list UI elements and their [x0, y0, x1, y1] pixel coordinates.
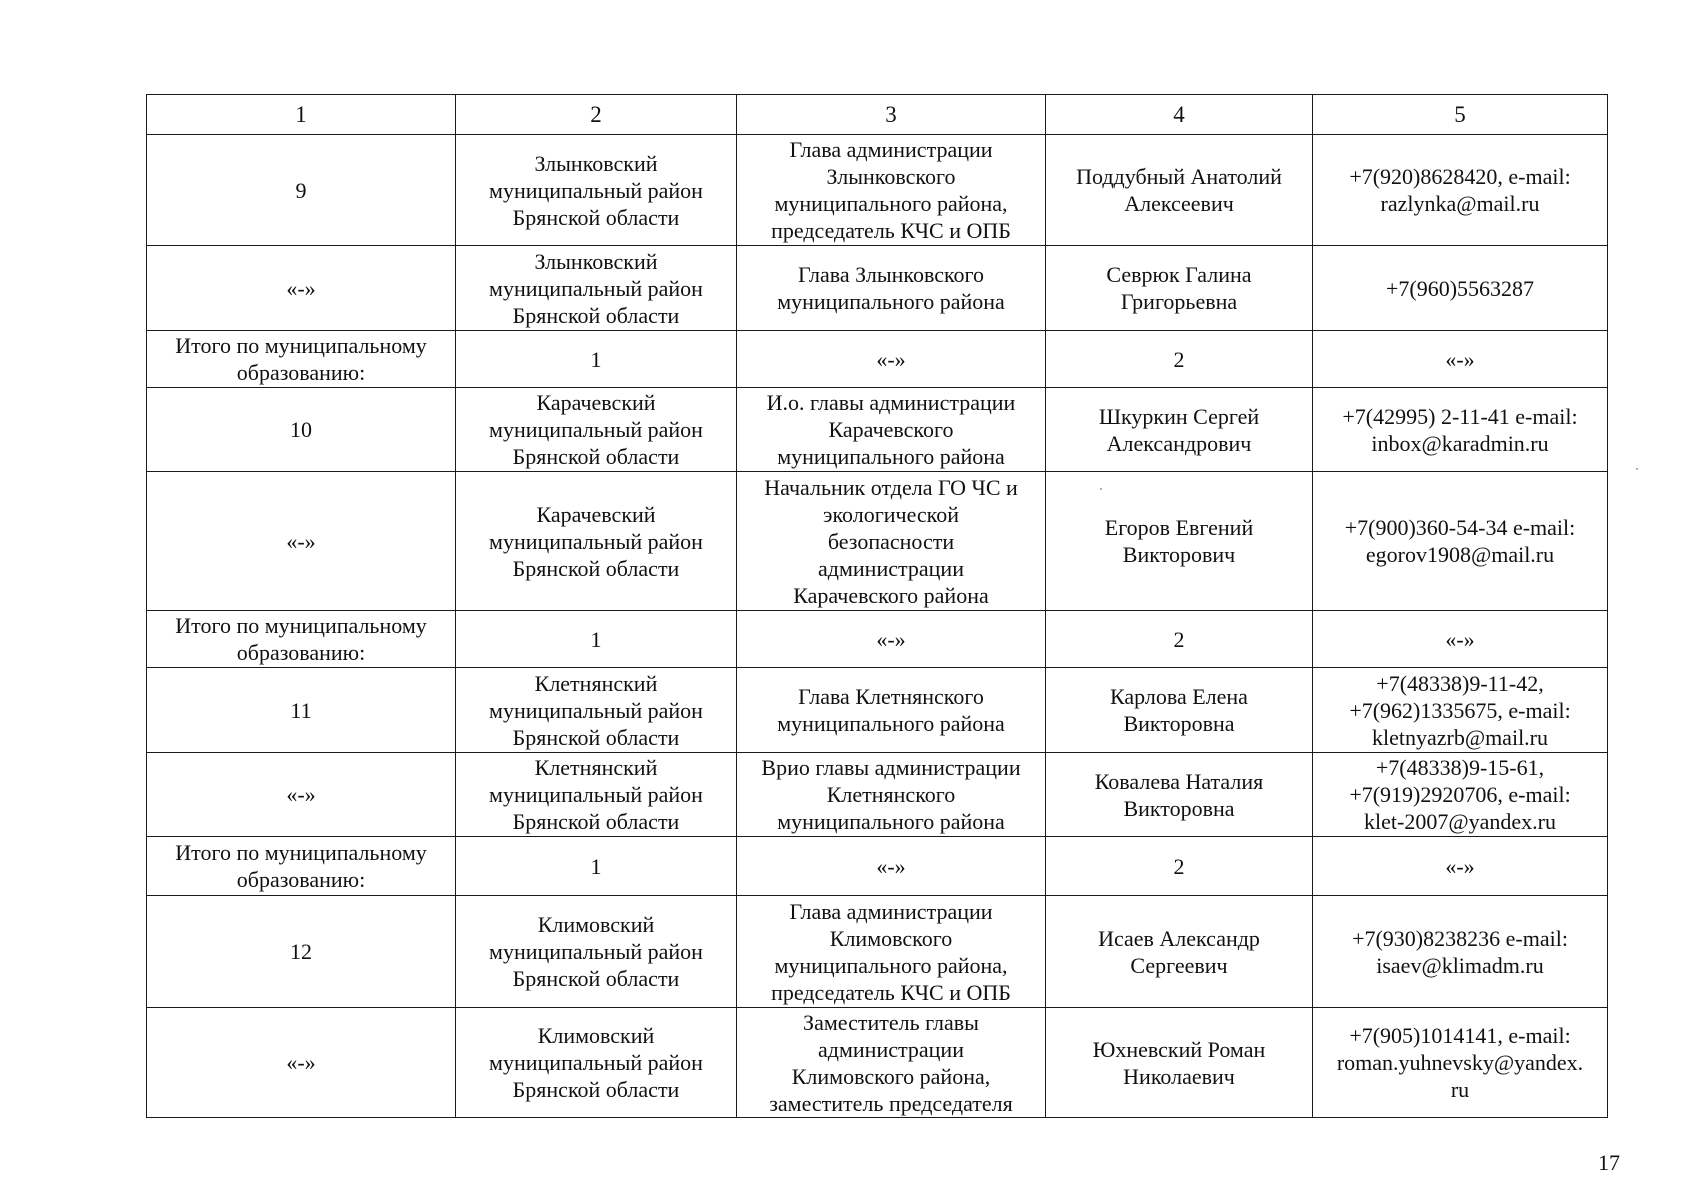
total-value-cell: 1 — [456, 611, 737, 668]
person-name-cell: Шкуркин Сергей Александрович — [1046, 388, 1313, 472]
total-value-cell: «-» — [737, 837, 1046, 896]
contact-cell: +7(930)8238236 e-mail: isaev@klimadm.ru — [1313, 896, 1608, 1008]
row-number-cell: «-» — [147, 472, 456, 611]
total-value-cell: 1 — [456, 837, 737, 896]
total-value-cell: 2 — [1046, 331, 1313, 388]
total-row — [147, 611, 1608, 668]
row-number-cell: 10 — [147, 388, 456, 472]
position-cell: Глава администрации Злынковского муниципального района, председатель КЧС и ОПБ — [737, 135, 1046, 246]
header-cell-4: 4 — [1046, 95, 1313, 135]
table-row — [147, 246, 1608, 331]
row-number-cell: «-» — [147, 1008, 456, 1118]
contact-cell: +7(42995) 2-11-41 e-mail: inbox@karadmin.ru — [1313, 388, 1608, 472]
person-name-cell: Егоров Евгений Викторович — [1046, 472, 1313, 611]
district-cell: Карачевский муниципальный район Брянской области — [456, 472, 737, 611]
position-cell: Врио главы администрации Клетнянского муниципального района — [737, 753, 1046, 837]
contact-cell: +7(920)8628420, e-mail: razlynka@mail.ru — [1313, 135, 1608, 246]
row-number-cell: 11 — [147, 668, 456, 753]
table-row — [147, 472, 1608, 611]
total-label-cell: Итого по муниципальному образованию: — [147, 837, 456, 896]
row-number-cell: «-» — [147, 753, 456, 837]
contact-cell: +7(905)1014141, e-mail: roman.yuhnevsky@yandex. ru — [1313, 1008, 1608, 1118]
table-row — [147, 896, 1608, 1008]
scan-speck — [1636, 468, 1638, 470]
table-row — [147, 135, 1608, 246]
total-value-cell: «-» — [737, 331, 1046, 388]
position-cell: Начальник отдела ГО ЧС и экологической безопасности администрации Карачевского района — [737, 472, 1046, 611]
district-cell: Климовский муниципальный район Брянской области — [456, 1008, 737, 1118]
position-cell: Глава администрации Климовского муниципального района, председатель КЧС и ОПБ — [737, 896, 1046, 1008]
position-cell: Глава Злынковского муниципального района — [737, 246, 1046, 331]
table-row — [147, 388, 1608, 472]
person-name-cell: Севрюк Галина Григорьевна — [1046, 246, 1313, 331]
person-name-cell: Карлова Елена Викторовна — [1046, 668, 1313, 753]
total-value-cell: «-» — [1313, 837, 1608, 896]
total-value-cell: 1 — [456, 331, 737, 388]
header-cell-5: 5 — [1313, 95, 1608, 135]
person-name-cell: Исаев Александр Сергеевич — [1046, 896, 1313, 1008]
district-cell: Клетнянский муниципальный район Брянской области — [456, 753, 737, 837]
district-cell: Карачевский муниципальный район Брянской области — [456, 388, 737, 472]
total-value-cell: «-» — [1313, 611, 1608, 668]
row-number-cell: 9 — [147, 135, 456, 246]
total-row — [147, 837, 1608, 896]
header-cell-2: 2 — [456, 95, 737, 135]
row-number-cell: 12 — [147, 896, 456, 1008]
table-row — [147, 668, 1608, 753]
position-cell: И.о. главы администрации Карачевского муниципального района — [737, 388, 1046, 472]
table-row — [147, 753, 1608, 837]
row-number-cell: «-» — [147, 246, 456, 331]
total-value-cell: 2 — [1046, 611, 1313, 668]
district-cell: Злынковский муниципальный район Брянской области — [456, 246, 737, 331]
person-name-cell: Поддубный Анатолий Алексеевич — [1046, 135, 1313, 246]
total-label-cell: Итого по муниципальному образованию: — [147, 331, 456, 388]
total-label-cell: Итого по муниципальному образованию: — [147, 611, 456, 668]
total-value-cell: «-» — [737, 611, 1046, 668]
contact-cell: +7(900)360-54-34 e-mail: egorov1908@mail.ru — [1313, 472, 1608, 611]
scan-speck — [1100, 488, 1102, 490]
district-cell: Клетнянский муниципальный район Брянской области — [456, 668, 737, 753]
page-number: 17 — [1598, 1150, 1620, 1175]
contact-cell: +7(48338)9-15-61, +7(919)2920706, e-mail: klet-2007@yandex.ru — [1313, 753, 1608, 837]
contact-cell: +7(960)5563287 — [1313, 246, 1608, 331]
person-name-cell: Ковалева Наталия Викторовна — [1046, 753, 1313, 837]
header-cell-3: 3 — [737, 95, 1046, 135]
contacts-table — [146, 94, 1608, 1118]
table-row — [147, 1008, 1608, 1118]
position-cell: Глава Клетнянского муниципального района — [737, 668, 1046, 753]
person-name-cell: Юхневский Роман Николаевич — [1046, 1008, 1313, 1118]
position-cell: Заместитель главы администрации Климовского района, заместитель председателя — [737, 1008, 1046, 1118]
header-cell-1: 1 — [147, 95, 456, 135]
district-cell: Злынковский муниципальный район Брянской области — [456, 135, 737, 246]
total-value-cell: 2 — [1046, 837, 1313, 896]
total-row — [147, 331, 1608, 388]
contact-cell: +7(48338)9-11-42, +7(962)1335675, e-mail: kletnyazrb@mail.ru — [1313, 668, 1608, 753]
header-row — [147, 95, 1608, 135]
district-cell: Климовский муниципальный район Брянской области — [456, 896, 737, 1008]
total-value-cell: «-» — [1313, 331, 1608, 388]
